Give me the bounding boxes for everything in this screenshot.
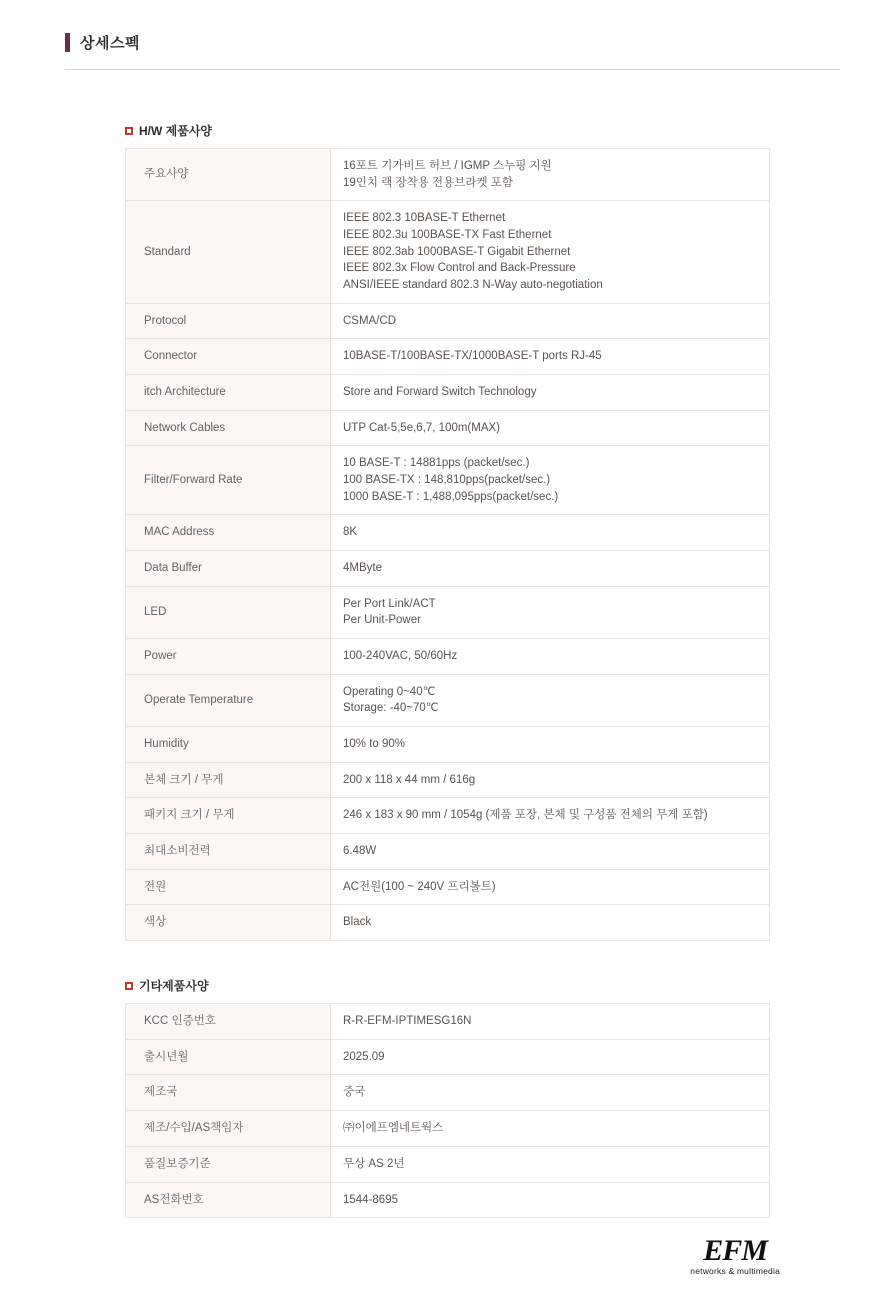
row-value: [331, 149, 770, 201]
row-value: [331, 727, 770, 763]
value-line: 4MByte: [343, 562, 382, 575]
row-key: 전원: [126, 869, 331, 905]
row-value: [331, 551, 770, 587]
title-accent-bar: [65, 33, 70, 52]
section-hw-spec: [0, 122, 890, 941]
row-key: LED: [126, 586, 331, 638]
table-row: [126, 869, 770, 905]
page-header: [30, 0, 860, 70]
table-row: [126, 446, 770, 515]
table-row: [126, 834, 770, 870]
etc-spec-table: [125, 1003, 770, 1218]
row-key: 품질보증기준: [126, 1146, 331, 1182]
table-row: [126, 727, 770, 763]
value-line: IEEE 802.3u 100BASE-TX Fast Ethernet: [343, 229, 552, 242]
value-line: UTP Cat-5,5e,6,7, 100m(MAX): [343, 421, 501, 434]
value-line: CSMA/CD: [343, 314, 397, 327]
row-key: Connector: [126, 339, 331, 375]
hw-spec-table: [125, 148, 770, 941]
table-row: [126, 1146, 770, 1182]
section-title: H/W 제품사양: [139, 124, 213, 138]
row-key: Filter/Forward Rate: [126, 446, 331, 515]
value-line: ANSI/IEEE standard 802.3 N-Way auto-negotiation: [343, 279, 603, 292]
row-key: Operate Temperature: [126, 674, 331, 726]
value-line: 10% to 90%: [343, 738, 406, 751]
value-line: 100 BASE-TX : 148,810pps(packet/sec.): [343, 474, 551, 487]
table-row: [126, 905, 770, 941]
table-row: [126, 762, 770, 798]
row-value: [331, 586, 770, 638]
value-line: Per Port Link/ACT: [343, 597, 436, 610]
row-key: KCC 인증번호: [126, 1004, 331, 1040]
value-line: 6.48W: [343, 845, 377, 858]
value-line: 무상 AS 2년: [343, 1157, 405, 1170]
table-row: [126, 674, 770, 726]
value-line: IEEE 802.3ab 1000BASE-T Gigabit Ethernet: [343, 245, 571, 258]
value-line: 1000 BASE-T : 1,488,095pps(packet/sec.): [343, 490, 559, 503]
row-key: itch Architecture: [126, 375, 331, 411]
row-key: MAC Address: [126, 515, 331, 551]
row-value: [331, 1182, 770, 1218]
row-key: Network Cables: [126, 410, 331, 446]
row-value: [331, 869, 770, 905]
table-row: [126, 1182, 770, 1218]
page-title: 상세스펙: [80, 35, 140, 52]
value-line: 16포트 기가비트 허브 / IGMP 스누핑 지원: [343, 160, 552, 172]
row-key: 색상: [126, 905, 331, 941]
value-line: Operating 0~40℃: [343, 685, 436, 698]
value-line: Per Unit-Power: [343, 614, 421, 627]
row-value: [331, 674, 770, 726]
value-line: 19인치 랙 장착용 전용브라켓 포함: [343, 176, 513, 189]
row-value: [331, 762, 770, 798]
row-key: 제조/수입/AS책임자: [126, 1111, 331, 1147]
value-line: IEEE 802.3x Flow Control and Back-Pressure: [343, 262, 576, 275]
section-etc-spec: [0, 977, 890, 1218]
table-row: [126, 1039, 770, 1075]
value-line: Black: [343, 916, 372, 929]
efm-logo-tagline: networks & multimedia: [690, 1266, 780, 1277]
section-title: 기타제품사양: [139, 979, 209, 994]
spec-content: [0, 122, 890, 1316]
value-line: IEEE 802.3 10BASE-T Ethernet: [343, 212, 506, 225]
row-key: 주요사양: [126, 149, 331, 201]
row-value: [331, 303, 770, 339]
value-line: 2025.09: [343, 1050, 385, 1063]
row-value: [331, 375, 770, 411]
table-row: [126, 586, 770, 638]
value-line: 246 x 183 x 90 mm / 1054g (제품 포장, 본체 및 구성품 전체의 무게 포함): [343, 809, 708, 822]
row-value: [331, 410, 770, 446]
table-row: [126, 1004, 770, 1040]
table-row: [126, 1075, 770, 1111]
table-row: [126, 303, 770, 339]
row-value: [331, 798, 770, 834]
value-line: 10 BASE-T : 14881pps (packet/sec.): [343, 457, 530, 470]
row-value: [331, 1146, 770, 1182]
row-key: Protocol: [126, 303, 331, 339]
row-value: [331, 834, 770, 870]
row-value: [331, 339, 770, 375]
value-line: 10BASE-T/100BASE-TX/1000BASE-T ports RJ-45: [343, 350, 602, 363]
value-line: 100-240VAC, 50/60Hz: [343, 650, 458, 663]
table-row: [126, 1111, 770, 1147]
value-line: R-R-EFM-IPTIMESG16N: [343, 1015, 472, 1028]
value-line: Store and Forward Switch Technology: [343, 386, 537, 399]
table-row: [126, 410, 770, 446]
table-row: [126, 515, 770, 551]
row-value: [331, 905, 770, 941]
row-value: [331, 201, 770, 303]
table-row: [126, 201, 770, 303]
value-line: 8K: [343, 526, 358, 539]
row-key: 패키지 크기 / 무게: [126, 798, 331, 834]
row-value: [331, 446, 770, 515]
row-value: [331, 515, 770, 551]
row-key: Data Buffer: [126, 551, 331, 587]
table-row: [126, 798, 770, 834]
row-key: 출시년월: [126, 1039, 331, 1075]
row-value: [331, 1039, 770, 1075]
value-line: Storage: -40~70℃: [343, 702, 439, 715]
value-line: 1544-8695: [343, 1193, 398, 1206]
value-line: AC전원(100 ~ 240V 프리볼트): [343, 880, 496, 893]
table-row: [126, 149, 770, 201]
row-key: 최대소비전력: [126, 834, 331, 870]
row-key: 본체 크기 / 무게: [126, 762, 331, 798]
row-key: AS전화번호: [126, 1182, 331, 1218]
section-bullet-icon: [125, 982, 133, 990]
value-line: 200 x 118 x 44 mm / 616g: [343, 773, 476, 786]
table-row: [126, 375, 770, 411]
row-value: [331, 1111, 770, 1147]
value-line: ㈜이에프엠네트웍스: [343, 1122, 444, 1135]
row-value: [331, 639, 770, 675]
row-key: Humidity: [126, 727, 331, 763]
row-key: 제조국: [126, 1075, 331, 1111]
section-bullet-icon: [125, 127, 133, 135]
row-key: Standard: [126, 201, 331, 303]
efm-logo-text: EFM: [703, 1234, 767, 1268]
row-key: Power: [126, 639, 331, 675]
table-row: [126, 551, 770, 587]
table-row: [126, 639, 770, 675]
table-row: [126, 339, 770, 375]
value-line: 중국: [343, 1086, 366, 1099]
footer-logo: [0, 1236, 780, 1276]
row-value: [331, 1004, 770, 1040]
row-value: [331, 1075, 770, 1111]
